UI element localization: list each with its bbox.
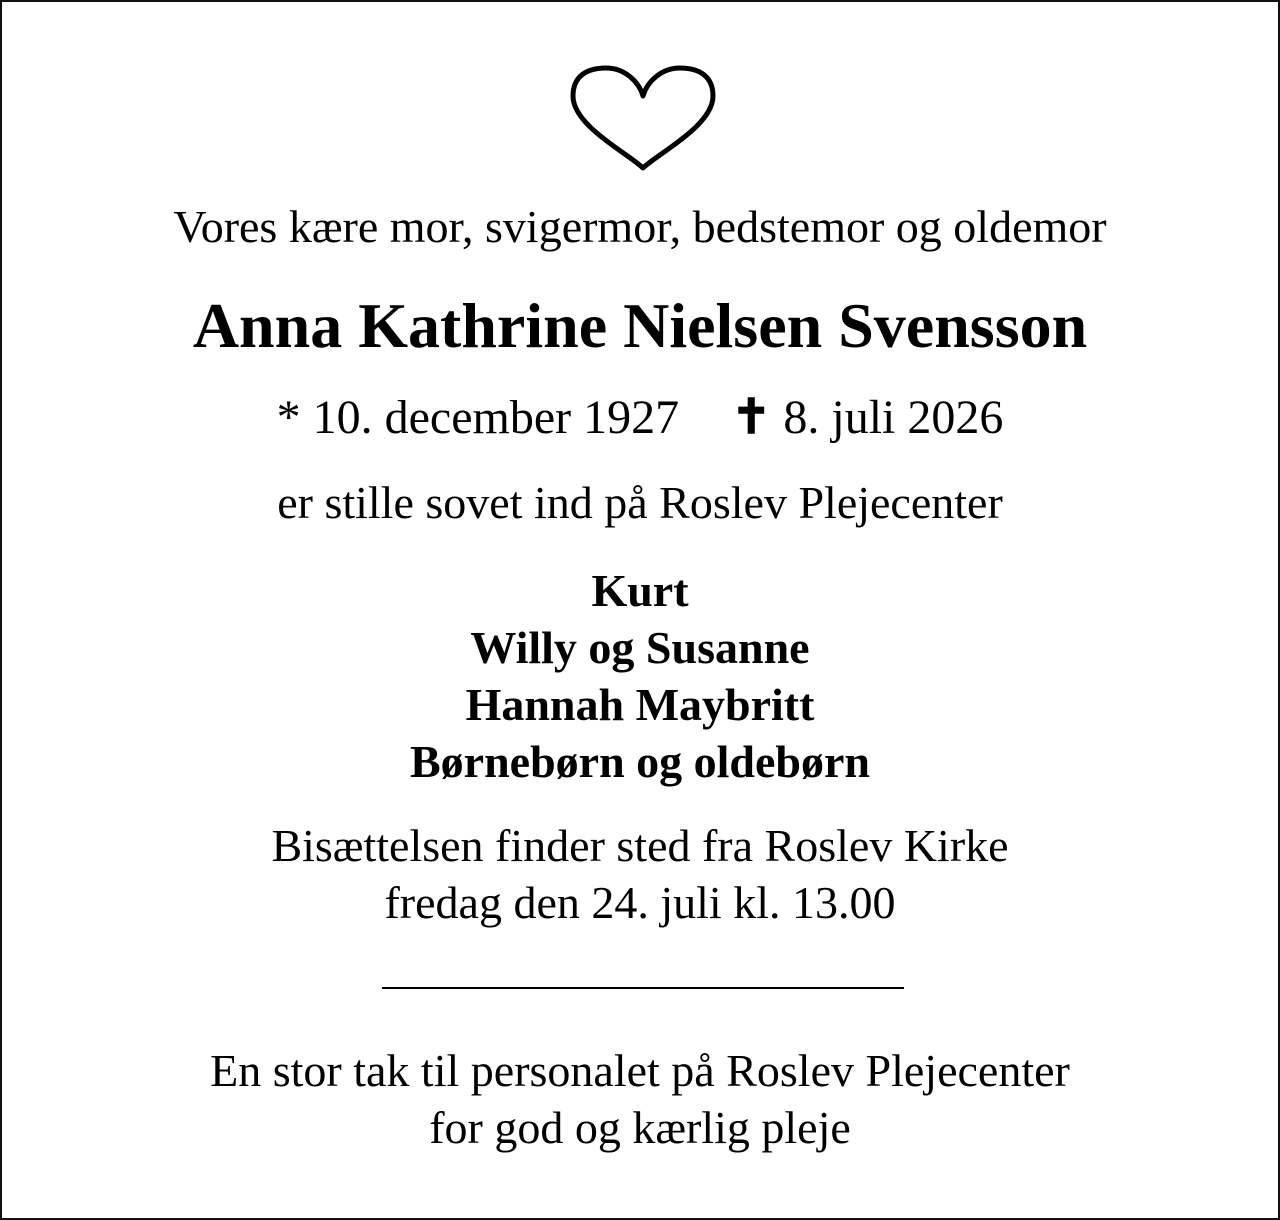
divider xyxy=(382,987,904,989)
funeral-line: Bisættelsen finder sted fra Roslev Kirke xyxy=(271,820,1009,871)
born-symbol: * xyxy=(276,391,301,444)
family-member: Kurt xyxy=(591,565,689,616)
died-date: 8. juli 2026 xyxy=(783,391,1004,444)
thanks-line: for god og kærlig pleje xyxy=(429,1102,851,1153)
born-date: 10. december 1927 xyxy=(312,391,680,444)
intro-line: Vores kære mor, svigermor, bedstemor og oldemor xyxy=(173,201,1107,252)
deceased-name: Anna Kathrine Nielsen Svensson xyxy=(192,290,1088,361)
passing-line: er stille sovet ind på Roslev Plejecenter xyxy=(277,477,1003,528)
thanks-line: En stor tak til personalet på Roslev Plejecenter xyxy=(210,1045,1070,1096)
funeral-line: fredag den 24. juli kl. 13.00 xyxy=(384,877,896,928)
life-dates xyxy=(2,391,1278,444)
heart-icon xyxy=(569,64,717,172)
family-member: Willy og Susanne xyxy=(470,622,810,673)
thanks-message xyxy=(2,1042,1278,1156)
funeral-info xyxy=(2,817,1278,931)
family-member: Børnebørn og oldebørn xyxy=(409,736,871,787)
family-names xyxy=(2,562,1278,790)
family-member: Hannah Maybritt xyxy=(465,679,815,730)
cross-icon: ✝ xyxy=(731,391,772,444)
